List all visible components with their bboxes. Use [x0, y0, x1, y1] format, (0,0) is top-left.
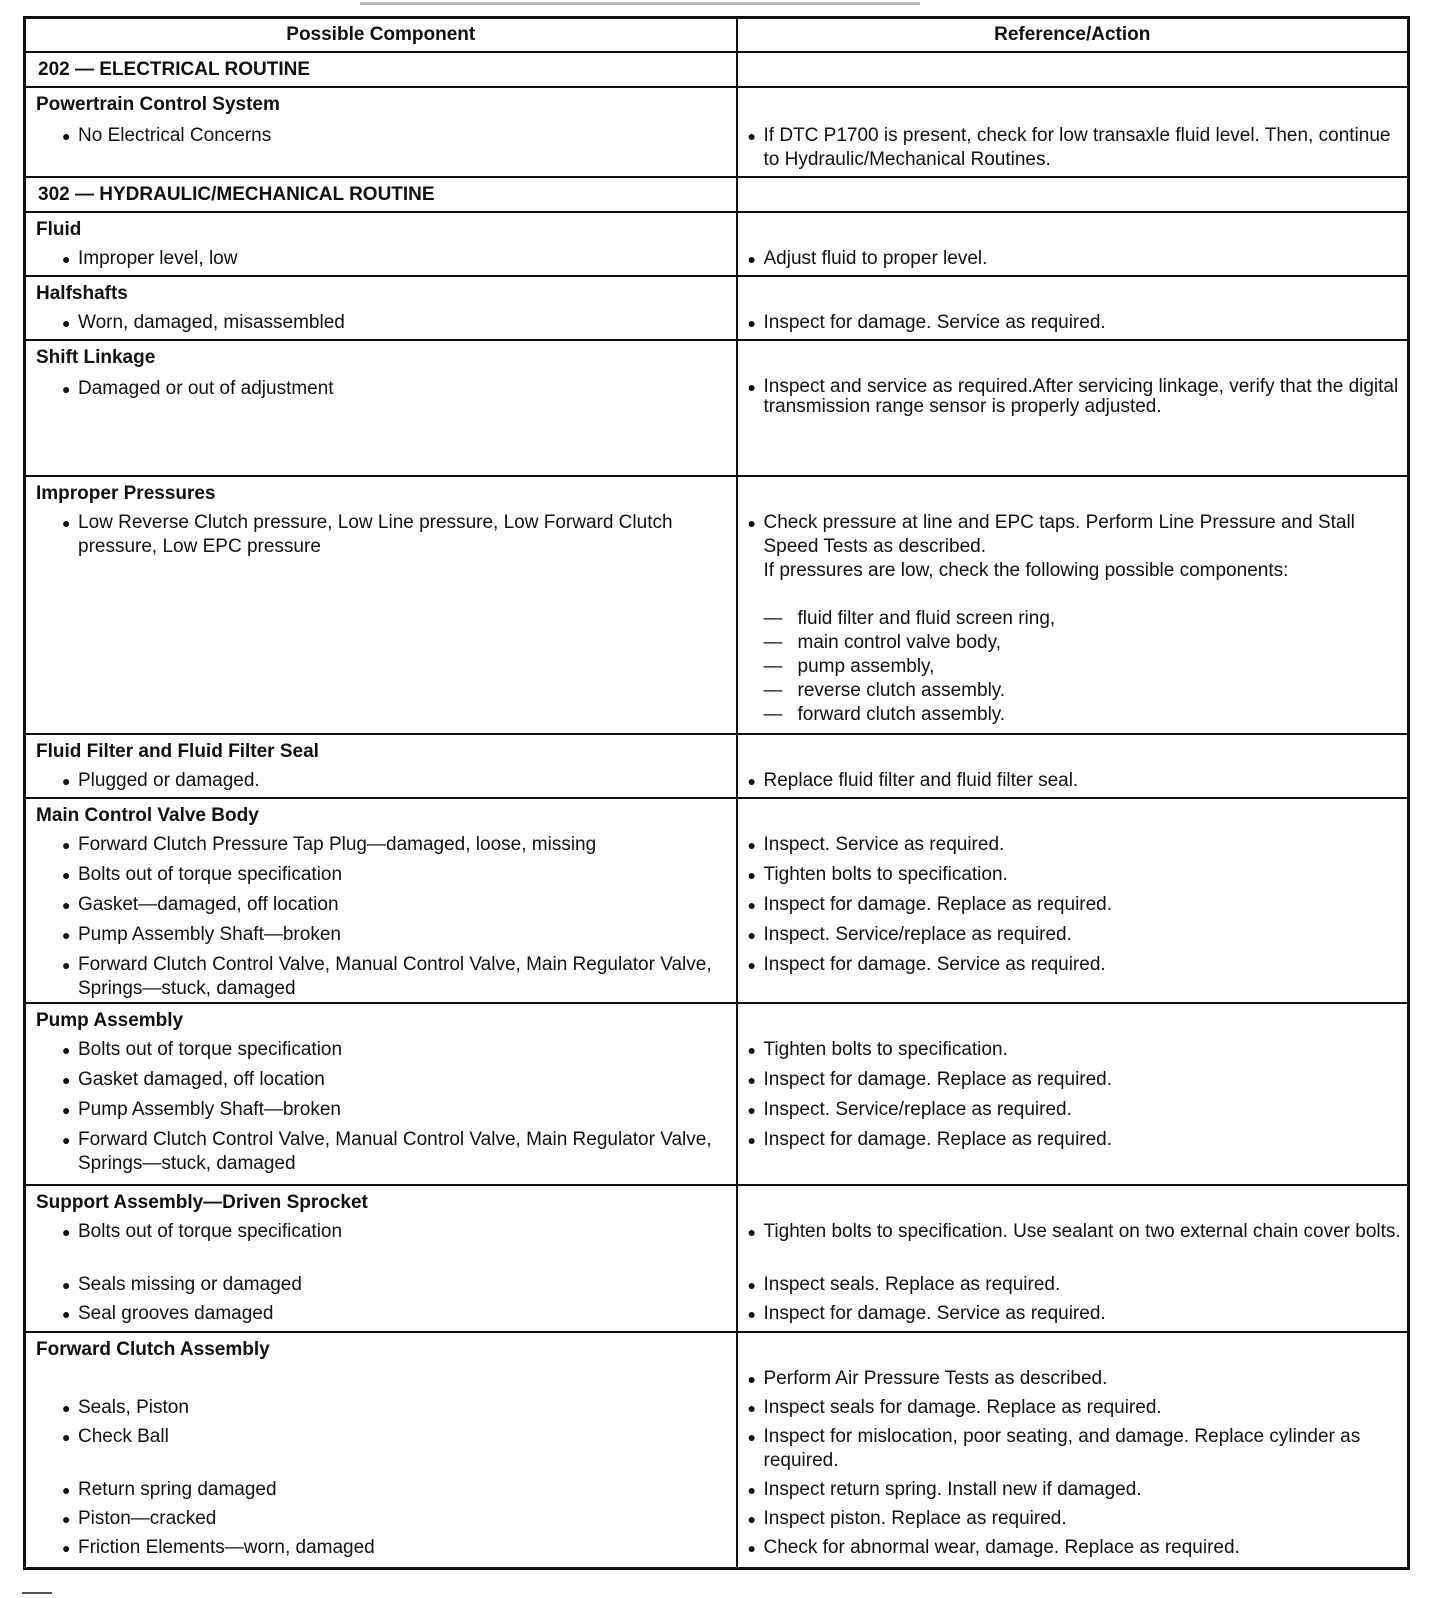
list-item: — main control valve body, — [764, 631, 1402, 655]
table-row — [25, 798, 1409, 1003]
table-row — [25, 212, 1409, 276]
list-item: ● Worn, damaged, misassembled — [78, 311, 726, 335]
action-item: ● Inspect return spring. Install new if damaged. — [746, 1478, 1404, 1502]
section-title-electrical: 202 — ELECTRICAL ROUTINE — [38, 59, 311, 80]
table-row — [25, 1332, 1409, 1569]
list-item: ● Seal grooves damaged — [78, 1302, 726, 1326]
component-title: Pump Assembly — [36, 1010, 184, 1031]
list-item: ● Gasket—damaged, off location — [78, 893, 726, 917]
list-item: ● Seals, Piston — [78, 1396, 726, 1420]
action-item: ● Inspect for damage. Service as required. — [746, 1302, 1404, 1326]
action-item: ● Check for abnormal wear, damage. Replace as required. — [746, 1536, 1404, 1560]
list-item: ● Pump Assembly Shaft—broken — [78, 923, 726, 947]
table-header-row — [25, 18, 1409, 53]
cropped-footer-fragment — [22, 1588, 62, 1596]
action-item: ● Check pressure at line and EPC taps. Perform Line Pressure and Stall Speed Tests as described. — [746, 511, 1404, 559]
list-item: ● Bolts out of torque specification — [78, 863, 726, 887]
list-item: ● Gasket damaged, off location — [78, 1068, 726, 1092]
diagnosis-table — [23, 16, 1410, 1570]
list-item: — fluid filter and fluid screen ring, — [764, 607, 1402, 631]
list-item: ● No Electrical Concerns — [78, 124, 726, 148]
list-item: ● Bolts out of torque specification — [78, 1038, 726, 1062]
table-row — [25, 734, 1409, 798]
list-item: ● Forward Clutch Pressure Tap Plug—damaged, loose, missing — [78, 833, 726, 857]
action-item: ● Inspect piston. Replace as required. — [746, 1507, 1404, 1531]
action-item: ● Inspect for damage. Replace as required. — [746, 1128, 1404, 1152]
action-item: ● Inspect for damage. Service as required. — [746, 311, 1404, 335]
component-title: Halfshafts — [36, 283, 128, 304]
component-check-list — [764, 607, 1402, 727]
cropped-heading-fragment — [360, 0, 920, 7]
action-item: ● Inspect for mislocation, poor seating, and damage. Replace cylinder as required. — [746, 1425, 1404, 1473]
action-item: ● Tighten bolts to specification. — [746, 1038, 1404, 1062]
list-item: ● Damaged or out of adjustment — [78, 377, 726, 401]
action-item: ● If DTC P1700 is present, check for low transaxle fluid level. Then, continue to Hydraulic/Mechanical Routines. — [746, 124, 1404, 172]
list-item: ● Check Ball — [78, 1425, 726, 1449]
table-row — [25, 87, 1409, 177]
action-item: ● Inspect. Service as required. — [746, 833, 1404, 857]
list-item: — reverse clutch assembly. — [764, 679, 1402, 703]
section-row — [25, 177, 1409, 212]
action-item: ● Inspect for damage. Replace as required. — [746, 893, 1404, 917]
header-possible-component: Possible Component — [25, 18, 737, 53]
action-item: ● Inspect. Service/replace as required. — [746, 923, 1404, 947]
action-item: ● Inspect and service as required.After servicing linkage, verify that the digital transmission range sensor is properly adjusted. — [746, 377, 1404, 417]
component-title: Support Assembly—Driven Sprocket — [36, 1192, 368, 1213]
component-title: Main Control Valve Body — [36, 805, 259, 826]
section-row — [25, 52, 1409, 87]
list-item: ● Piston—cracked — [78, 1507, 726, 1531]
list-item: — pump assembly, — [764, 655, 1402, 679]
component-title: Forward Clutch Assembly — [36, 1339, 270, 1360]
action-item: ● Tighten bolts to specification. Use sealant on two external chain cover bolts. — [746, 1220, 1404, 1244]
table-row — [25, 276, 1409, 340]
component-title: Powertrain Control System — [36, 94, 280, 115]
component-title: Fluid Filter and Fluid Filter Seal — [36, 741, 319, 762]
component-title: Shift Linkage — [36, 347, 156, 368]
list-item: ● Bolts out of torque specification — [78, 1220, 726, 1244]
action-item: ● Replace fluid filter and fluid filter seal. — [746, 769, 1404, 793]
list-item: ● Forward Clutch Control Valve, Manual Control Valve, Main Regulator Valve, Springs—stuck, damaged — [78, 1128, 726, 1176]
action-item: ● Perform Air Pressure Tests as described. — [746, 1367, 1404, 1391]
table-row — [25, 476, 1409, 734]
list-item: ● Plugged or damaged. — [78, 769, 726, 793]
list-item: — forward clutch assembly. — [764, 703, 1402, 727]
action-item: ● Inspect seals for damage. Replace as required. — [746, 1396, 1404, 1420]
action-continuation: If pressures are low, check the following possible components: — [763, 560, 1289, 581]
header-reference-action: Reference/Action — [737, 18, 1409, 53]
section-title-hydraulic: 302 — HYDRAULIC/MECHANICAL ROUTINE — [38, 184, 435, 205]
action-item: ● Inspect for damage. Service as required. — [746, 953, 1404, 977]
list-item: ● Friction Elements—worn, damaged — [78, 1536, 726, 1560]
list-item: ● Return spring damaged — [78, 1478, 726, 1502]
action-item: ● Tighten bolts to specification. — [746, 863, 1404, 887]
component-title: Fluid — [36, 219, 82, 240]
table-row — [25, 340, 1409, 476]
list-item: ● Seals missing or damaged — [78, 1273, 726, 1297]
table-row — [25, 1003, 1409, 1185]
list-item: ● Pump Assembly Shaft—broken — [78, 1098, 726, 1122]
component-title: Improper Pressures — [36, 483, 216, 504]
list-item: ● Low Reverse Clutch pressure, Low Line pressure, Low Forward Clutch pressure, Low EPC pressure — [78, 511, 726, 559]
list-item: ● Forward Clutch Control Valve, Manual Control Valve, Main Regulator Valve, Springs—stuck, damaged — [78, 953, 726, 1001]
action-item: ● Inspect for damage. Replace as required. — [746, 1068, 1404, 1092]
list-item: ● Improper level, low — [78, 247, 726, 271]
action-item: ● Inspect seals. Replace as required. — [746, 1273, 1404, 1297]
action-item: ● Inspect. Service/replace as required. — [746, 1098, 1404, 1122]
action-item: ● Adjust fluid to proper level. — [746, 247, 1404, 271]
table-row — [25, 1185, 1409, 1332]
